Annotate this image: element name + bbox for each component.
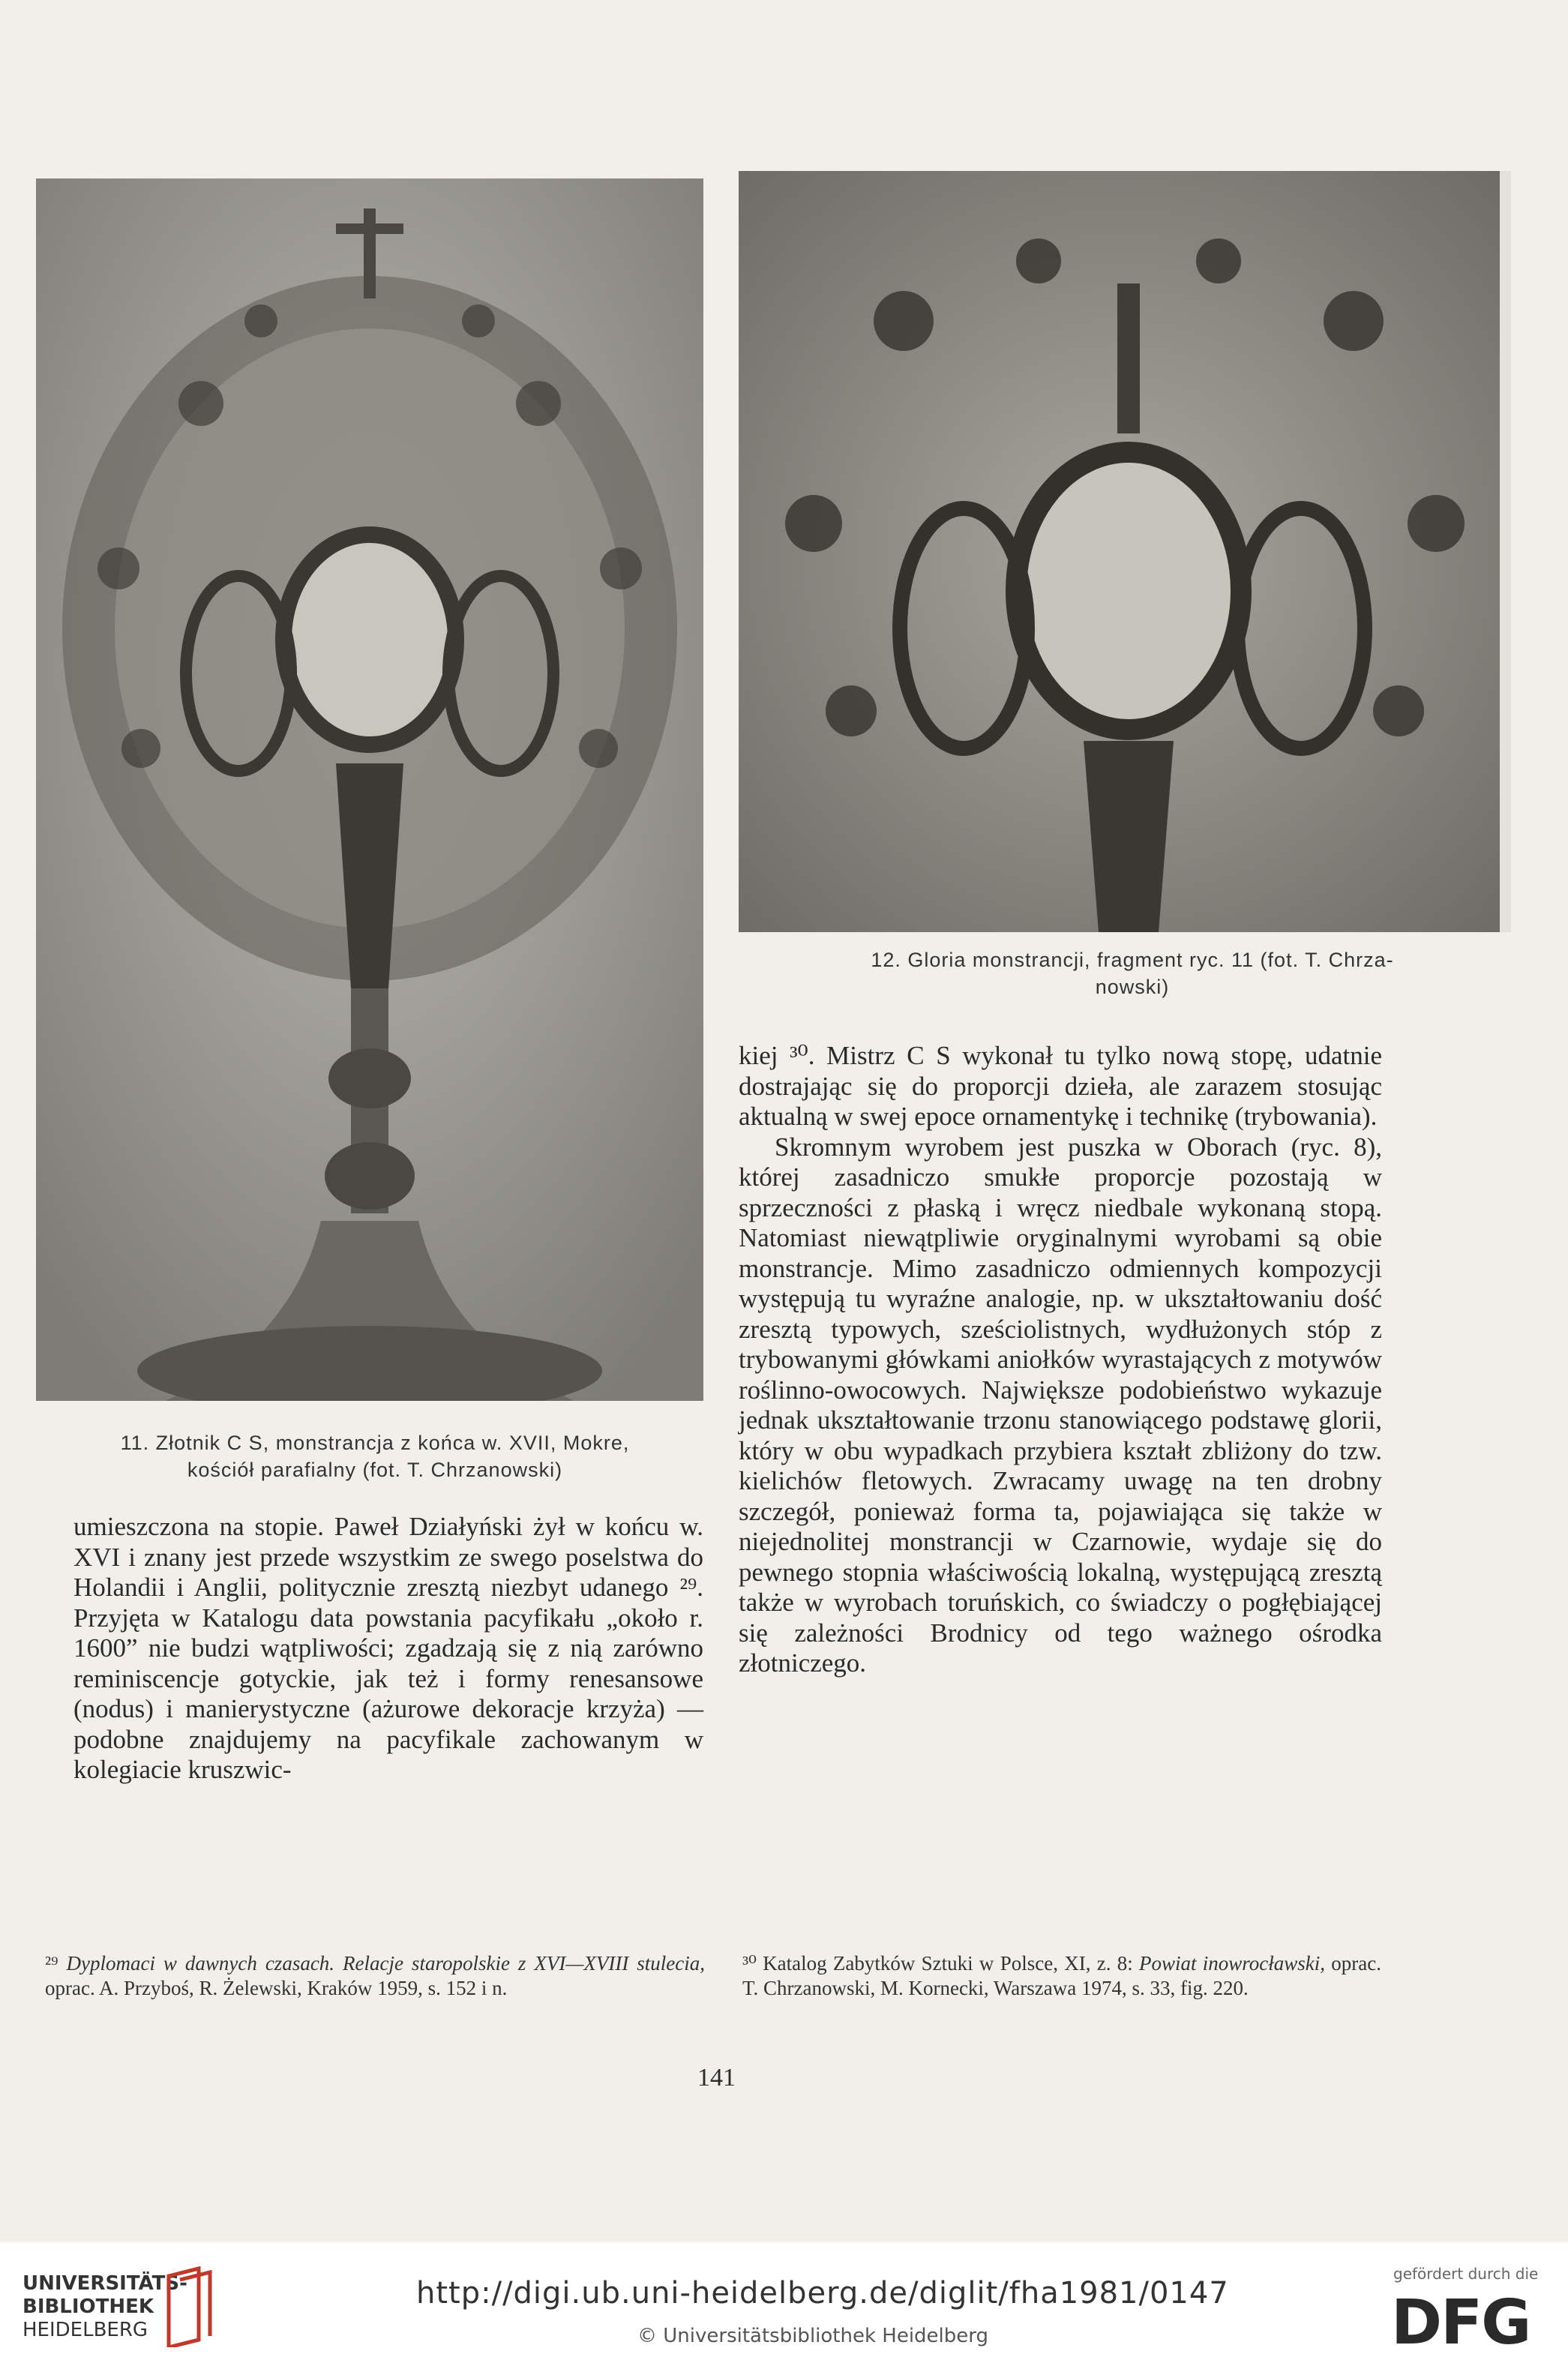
footnote-29 — [45, 1951, 705, 2001]
library-line-2: BIBLIOTHEK — [22, 2296, 154, 2318]
page-number: 141 — [697, 2064, 736, 2092]
right-column-text — [739, 1041, 1382, 1679]
right-paragraph-1: kiej ³⁰. Mistrz C S wykonał tu tylko nową stopę, udatnie dostrajając się do proporcji dzieła, ale zarazem stosując aktualną w swej epoce ornamentykę i technikę (trybowania). — [739, 1041, 1382, 1131]
right-paragraph-2: Skromnym wyrobem jest puszka w Oborach (ryc. 8), której zasadniczo smukłe proporcje pozostają w sprzeczności z płaską i wręcz niedbale wykonaną stopą. Natomiast niewątpliwie oryginalnymi wyrobami są obie monstrancje. Mimo zasadniczo odmiennych kompozycji występują tu wyraźne analogie, np. w ukształtowaniu dość zresztą typowych, sześciolistnych, wydłużonych stóp z trybowanymi główkami aniołków wyrastających z motywów roślinno-owocowych. Największe podobieństwo wykazuje jednak ukształtowanie trzonu stanowiącego podstawę glorii, który w obu wypadkach przybiera kształt zbliżony do tzw. kielichów fletowych. Zwracamy uwagę na ten drobny szczegół, ponieważ forma ta, pojawiająca się także w niejednolitej monstrancji w Czarnowie, wydaje się do pewnego stopnia właściwością lokalną, występującą zresztą także w wyrobach toruńskich, co świadczy o pogłębiającej się zależności Brodnicy od tego ważnego ośrodka złotniczego. — [739, 1132, 1382, 1678]
copyright-notice: © Universitätsbibliothek Heidelberg — [637, 2325, 989, 2347]
figure-11-caption-line2: kościół parafialny (fot. T. Chrzanowski) — [187, 1459, 563, 1481]
footnote-30-title: Powiat inowrocławski, — [1138, 1952, 1326, 1975]
figure-11-caption — [45, 1429, 705, 1483]
figure-12-caption-line1: 12. Gloria monstrancji, fragment ryc. 11 (fot. T. Chrza- — [871, 949, 1394, 971]
figure-11-photo — [36, 178, 703, 1401]
left-paragraph: umieszczona na stopie. Paweł Działyński żył w końcu w. XVI i znany jest przede wszystkim ze swego poselstwa do Holandii i Anglii, politycznie zresztą niezbyt udanego ²⁹. Przyjęta w Katalogu data powstania pacyfikału „około r. 1600” nie budzi wątpliwości; zgadzają się z nią zarówno reminiscencje gotyckie, jak też i formy renesansowe (nodus) i manierystyczne (ażurowe dekoracje krzyża) — podobne znajdujemy na pacyfikale zachowanym w kolegiacie kruszwic- — [73, 1512, 703, 1784]
library-logo-icon — [161, 2265, 221, 2347]
figure-12-caption-line2: nowski) — [1095, 976, 1170, 998]
footnote-29-number: ²⁹ — [45, 1952, 58, 1975]
figure-11-caption-line1: 11. Złotnik C S, monstrancja z końca w. XVII, Mokre, — [120, 1432, 630, 1454]
footnote-29-details: oprac. A. Przyboś, R. Żelewski, Kraków 1959, s. 152 i n. — [45, 1977, 508, 1999]
footnote-30-number: ³⁰ — [742, 1952, 757, 1975]
footnote-29-title: Dyplomaci w dawnych czasach. Relacje staropolskie z XVI—XVIII stulecia, — [66, 1952, 705, 1975]
footnote-30-text: Katalog Zabytków Sztuki w Polsce, XI, z. 8: — [763, 1952, 1133, 1975]
figure-12-caption — [757, 946, 1507, 1000]
left-column-text — [73, 1512, 703, 1786]
footnote-30 — [742, 1951, 1381, 2001]
permalink-url[interactable]: http://digi.ub.uni-heidelberg.de/diglit/fha1981/0147 — [416, 2276, 1229, 2311]
dfg-logo: DFG — [1391, 2287, 1531, 2359]
figure-12-photo — [739, 171, 1511, 932]
footnote-30-details: oprac. T. Chrzanowski, M. Kornecki, Warszawa 1974, s. 33, fig. 220. — [742, 1952, 1381, 1999]
funded-by-label: gefördert durch die — [1393, 2265, 1539, 2283]
library-line-1: UNIVERSITÄTS- — [22, 2272, 187, 2295]
library-line-3: HEIDELBERG — [22, 2319, 148, 2341]
